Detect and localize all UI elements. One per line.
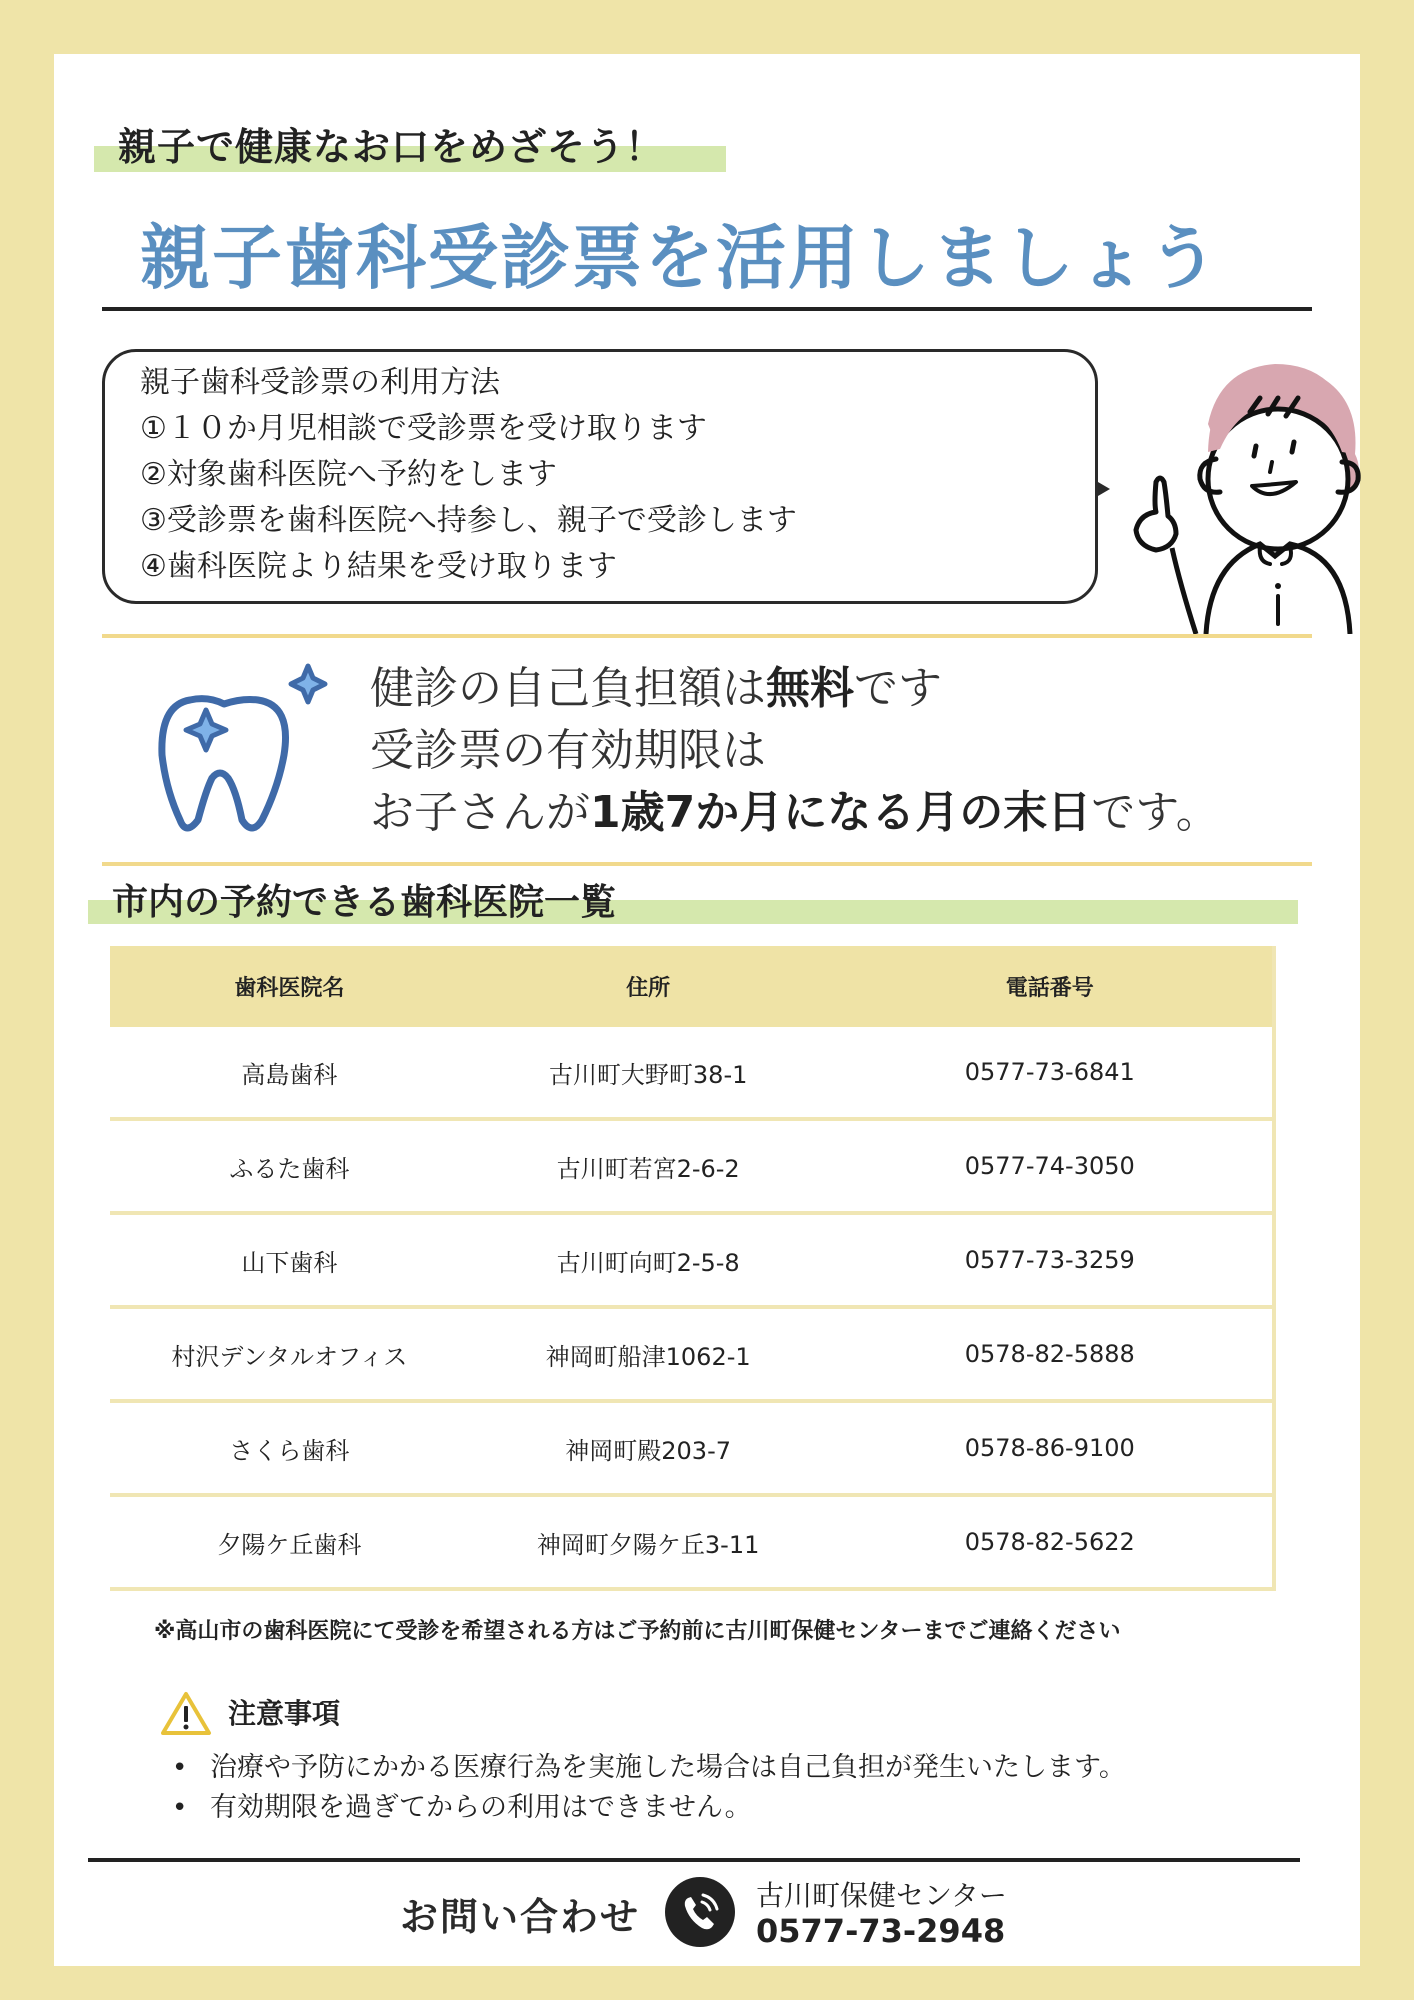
clinic-phone: 0577-73-6841 (964, 1058, 1135, 1086)
clinic-address: 神岡町船津1062-1 (545, 1342, 751, 1371)
clinic-address: 神岡町殿203-7 (565, 1436, 732, 1465)
clinic-name: 高島歯科 (241, 1060, 338, 1089)
clinic-phone: 0578-82-5888 (964, 1340, 1135, 1368)
band-top-rule (102, 634, 1312, 638)
usage-steps (140, 360, 797, 590)
bubble-pointer (1098, 482, 1110, 496)
table-row (110, 1309, 1272, 1403)
contact-phone-number[interactable]: 0577-73-2948 (756, 1912, 1006, 1950)
expiry-line (370, 782, 1220, 844)
caution-item: • 治療や予防にかかる医療行為を実施した場合は自己負担が発生いたします。 (172, 1748, 1126, 1788)
table-header (110, 946, 1272, 1027)
clinic-name: 山下歯科 (241, 1248, 338, 1277)
clinic-name: ふるた歯科 (229, 1154, 350, 1183)
pointing-person-illustration (1110, 334, 1370, 634)
footer-divider (88, 1858, 1300, 1862)
contact-organization: 古川町保健センター (756, 1879, 1007, 1912)
clinic-address: 古川町若宮2-6-2 (556, 1154, 740, 1183)
clinic-phone: 0577-74-3050 (964, 1152, 1135, 1180)
expiry-prefix: お子さんが (370, 787, 590, 838)
clinic-table (110, 946, 1276, 1591)
tooth-sparkle-icon (150, 660, 330, 840)
title-divider (102, 307, 1312, 311)
caution-list (172, 1748, 1126, 1828)
table-row (110, 1403, 1272, 1497)
fee-free-emphasis: 無料 (766, 663, 854, 714)
expiry-suffix: です。 (1091, 787, 1220, 838)
clinic-phone: 0578-82-5622 (964, 1528, 1135, 1556)
table-row (110, 1497, 1272, 1591)
usage-step: ②対象歯科医院へ予約をします (140, 457, 557, 492)
clinic-address: 古川町向町2-5-8 (556, 1248, 740, 1277)
clinic-phone: 0578-86-9100 (964, 1434, 1135, 1462)
caution-title: 注意事項 (228, 1697, 341, 1730)
clinic-address: 古川町大野町38-1 (548, 1060, 748, 1089)
clinic-name: 夕陽ケ丘歯科 (217, 1530, 362, 1559)
fee-text: 健診の自己負担額は (370, 663, 766, 714)
info-text (370, 658, 1220, 844)
tagline: 親子で健康なお口をめざそう！ (118, 125, 665, 169)
usage-step: ③受診票を歯科医院へ持参し、親子で受診します (140, 503, 797, 538)
caution-item: • 有効期限を過ぎてからの利用はできません。 (172, 1788, 1126, 1828)
clinic-name: 村沢デンタルオフィス (171, 1342, 408, 1371)
table-row (110, 1215, 1272, 1309)
fee-suffix: です (854, 663, 942, 714)
table-row (110, 1121, 1272, 1215)
phone-icon (664, 1876, 736, 1948)
clinic-phone: 0577-73-3259 (964, 1246, 1135, 1274)
expiry-emphasis: 1歳7か月になる月の末日 (590, 787, 1092, 838)
usage-step: ④歯科医院より結果を受け取ります (140, 549, 617, 584)
contact-label: お問い合わせ (400, 1895, 641, 1939)
clinic-list-title: 市内の予約できる歯科医院一覧 (112, 882, 617, 923)
clinic-name: さくら歯科 (229, 1436, 350, 1465)
takayama-note: ※高山市の歯科医院にて受診を希望される方はご予約前に古川町保健センターまでご連絡ください (154, 1619, 1121, 1644)
warning-triangle-icon (160, 1690, 212, 1736)
usage-heading: 親子歯科受診票の利用方法 (140, 365, 500, 400)
clinic-address: 神岡町夕陽ケ丘3-11 (536, 1530, 760, 1559)
validity-line: 受診票の有効期限は (370, 725, 766, 776)
flyer-card (54, 54, 1360, 1966)
fee-line (370, 658, 1220, 720)
column-header-address: 住所 (626, 976, 671, 1001)
usage-step: ①１０か月児相談で受診票を受け取ります (140, 411, 707, 446)
table-row (110, 1027, 1272, 1121)
column-header-name: 歯科医院名 (234, 976, 345, 1001)
column-header-phone: 電話番号 (1005, 976, 1094, 1001)
band-bottom-rule (102, 862, 1312, 866)
page-title: 親子歯科受診票を活用しましょう (140, 217, 1220, 299)
